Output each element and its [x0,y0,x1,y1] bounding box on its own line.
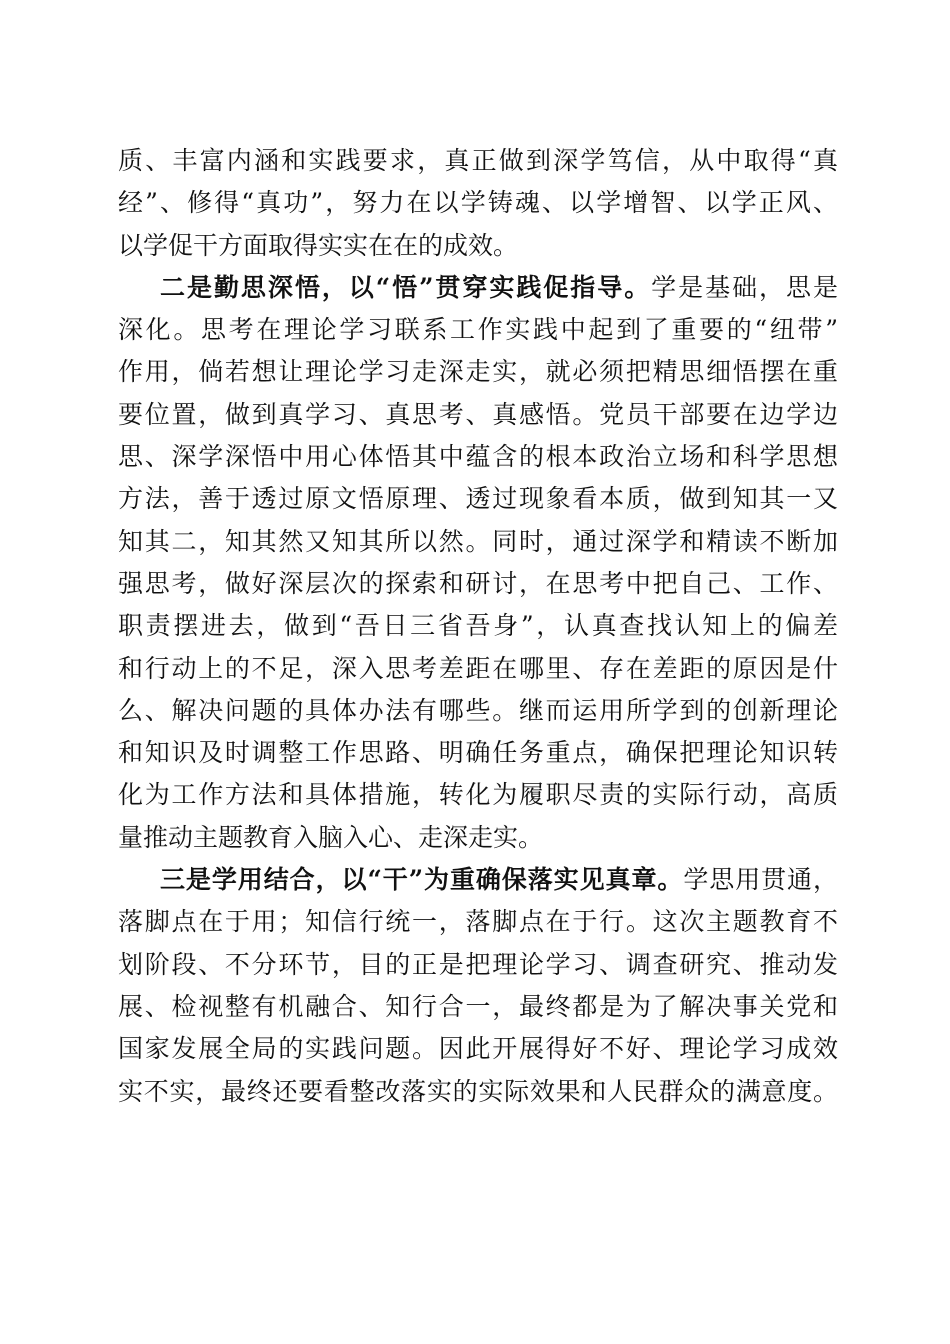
document-body [118,140,838,1113]
text-line: 国家发展全局的实践问题。因此开展得好不好、理论学习成效 [118,1034,838,1064]
text-line: 落脚点在于用；知信行统一，落脚点在于行。这次主题教育不 [118,907,838,937]
paragraph-first-line [118,859,838,901]
text-line: 深化。思考在理论学习联系工作实践中起到了重要的“纽带” [118,315,838,345]
text-span: 学是基础，思是 [651,272,838,302]
text-line: 要位置，做到真学习、真思考、真感悟。党员干部要在边学边 [118,399,838,429]
paragraph-1 [118,140,838,267]
text-line: 和知识及时调整工作思路、明确任务重点，确保把理论知识转 [118,738,838,768]
text-line: 和行动上的不足，深入思考差距在哪里、存在差距的原因是什 [118,653,838,683]
text-line: 职责摆进去，做到“吾日三省吾身”，认真查找认知上的偏差 [118,611,838,641]
paragraph-heading: 二是勤思深悟，以“悟”贯穿实践促指导。 [160,272,652,302]
text-line: 方法，善于透过原文悟原理、透过现象看本质，做到知其一又 [118,484,838,514]
text-span: 学思用贯通， [683,865,838,895]
paragraph-heading: 三是学用结合，以“干”为重确保落实见真章。 [160,865,684,895]
text-line: 化为工作方法和具体措施，转化为履职尽责的实际行动，高质 [118,780,838,810]
text-line: 展、检视整有机融合、知行合一，最终都是为了解决事关党和 [118,991,838,1021]
text-line: 划阶段、不分环节，目的正是把理论学习、调查研究、推动发 [118,949,838,979]
text-line: 量推动主题教育入脑入心、走深走实。 [118,822,544,852]
text-line: 经”、修得“真功”，努力在以学铸魂、以学增智、以学正风、 [118,188,838,218]
text-line: 思、深学深悟中用心体悟其中蕴含的根本政治立场和科学思想 [118,442,838,472]
paragraph-first-line [118,267,838,309]
text-line: 强思考，做好深层次的探索和研讨，在思考中把自己、工作、 [118,568,838,598]
text-line: 实不实，最终还要看整改落实的实际效果和人民群众的满意度。 [118,1076,838,1106]
paragraph-2 [118,267,838,859]
text-line: 质、丰富内涵和实践要求，真正做到深学笃信，从中取得“真 [118,146,838,175]
text-line: 么、解决问题的具体办法有哪些。继而运用所学到的创新理论 [118,695,838,725]
text-line: 作用，倘若想让理论学习走深走实，就必须把精思细悟摆在重 [118,357,838,387]
text-line: 以学促干方面取得实实在在的成效。 [118,230,519,260]
text-line: 知其二，知其然又知其所以然。同时，通过深学和精读不断加 [118,526,838,556]
paragraph-3 [118,859,838,1113]
